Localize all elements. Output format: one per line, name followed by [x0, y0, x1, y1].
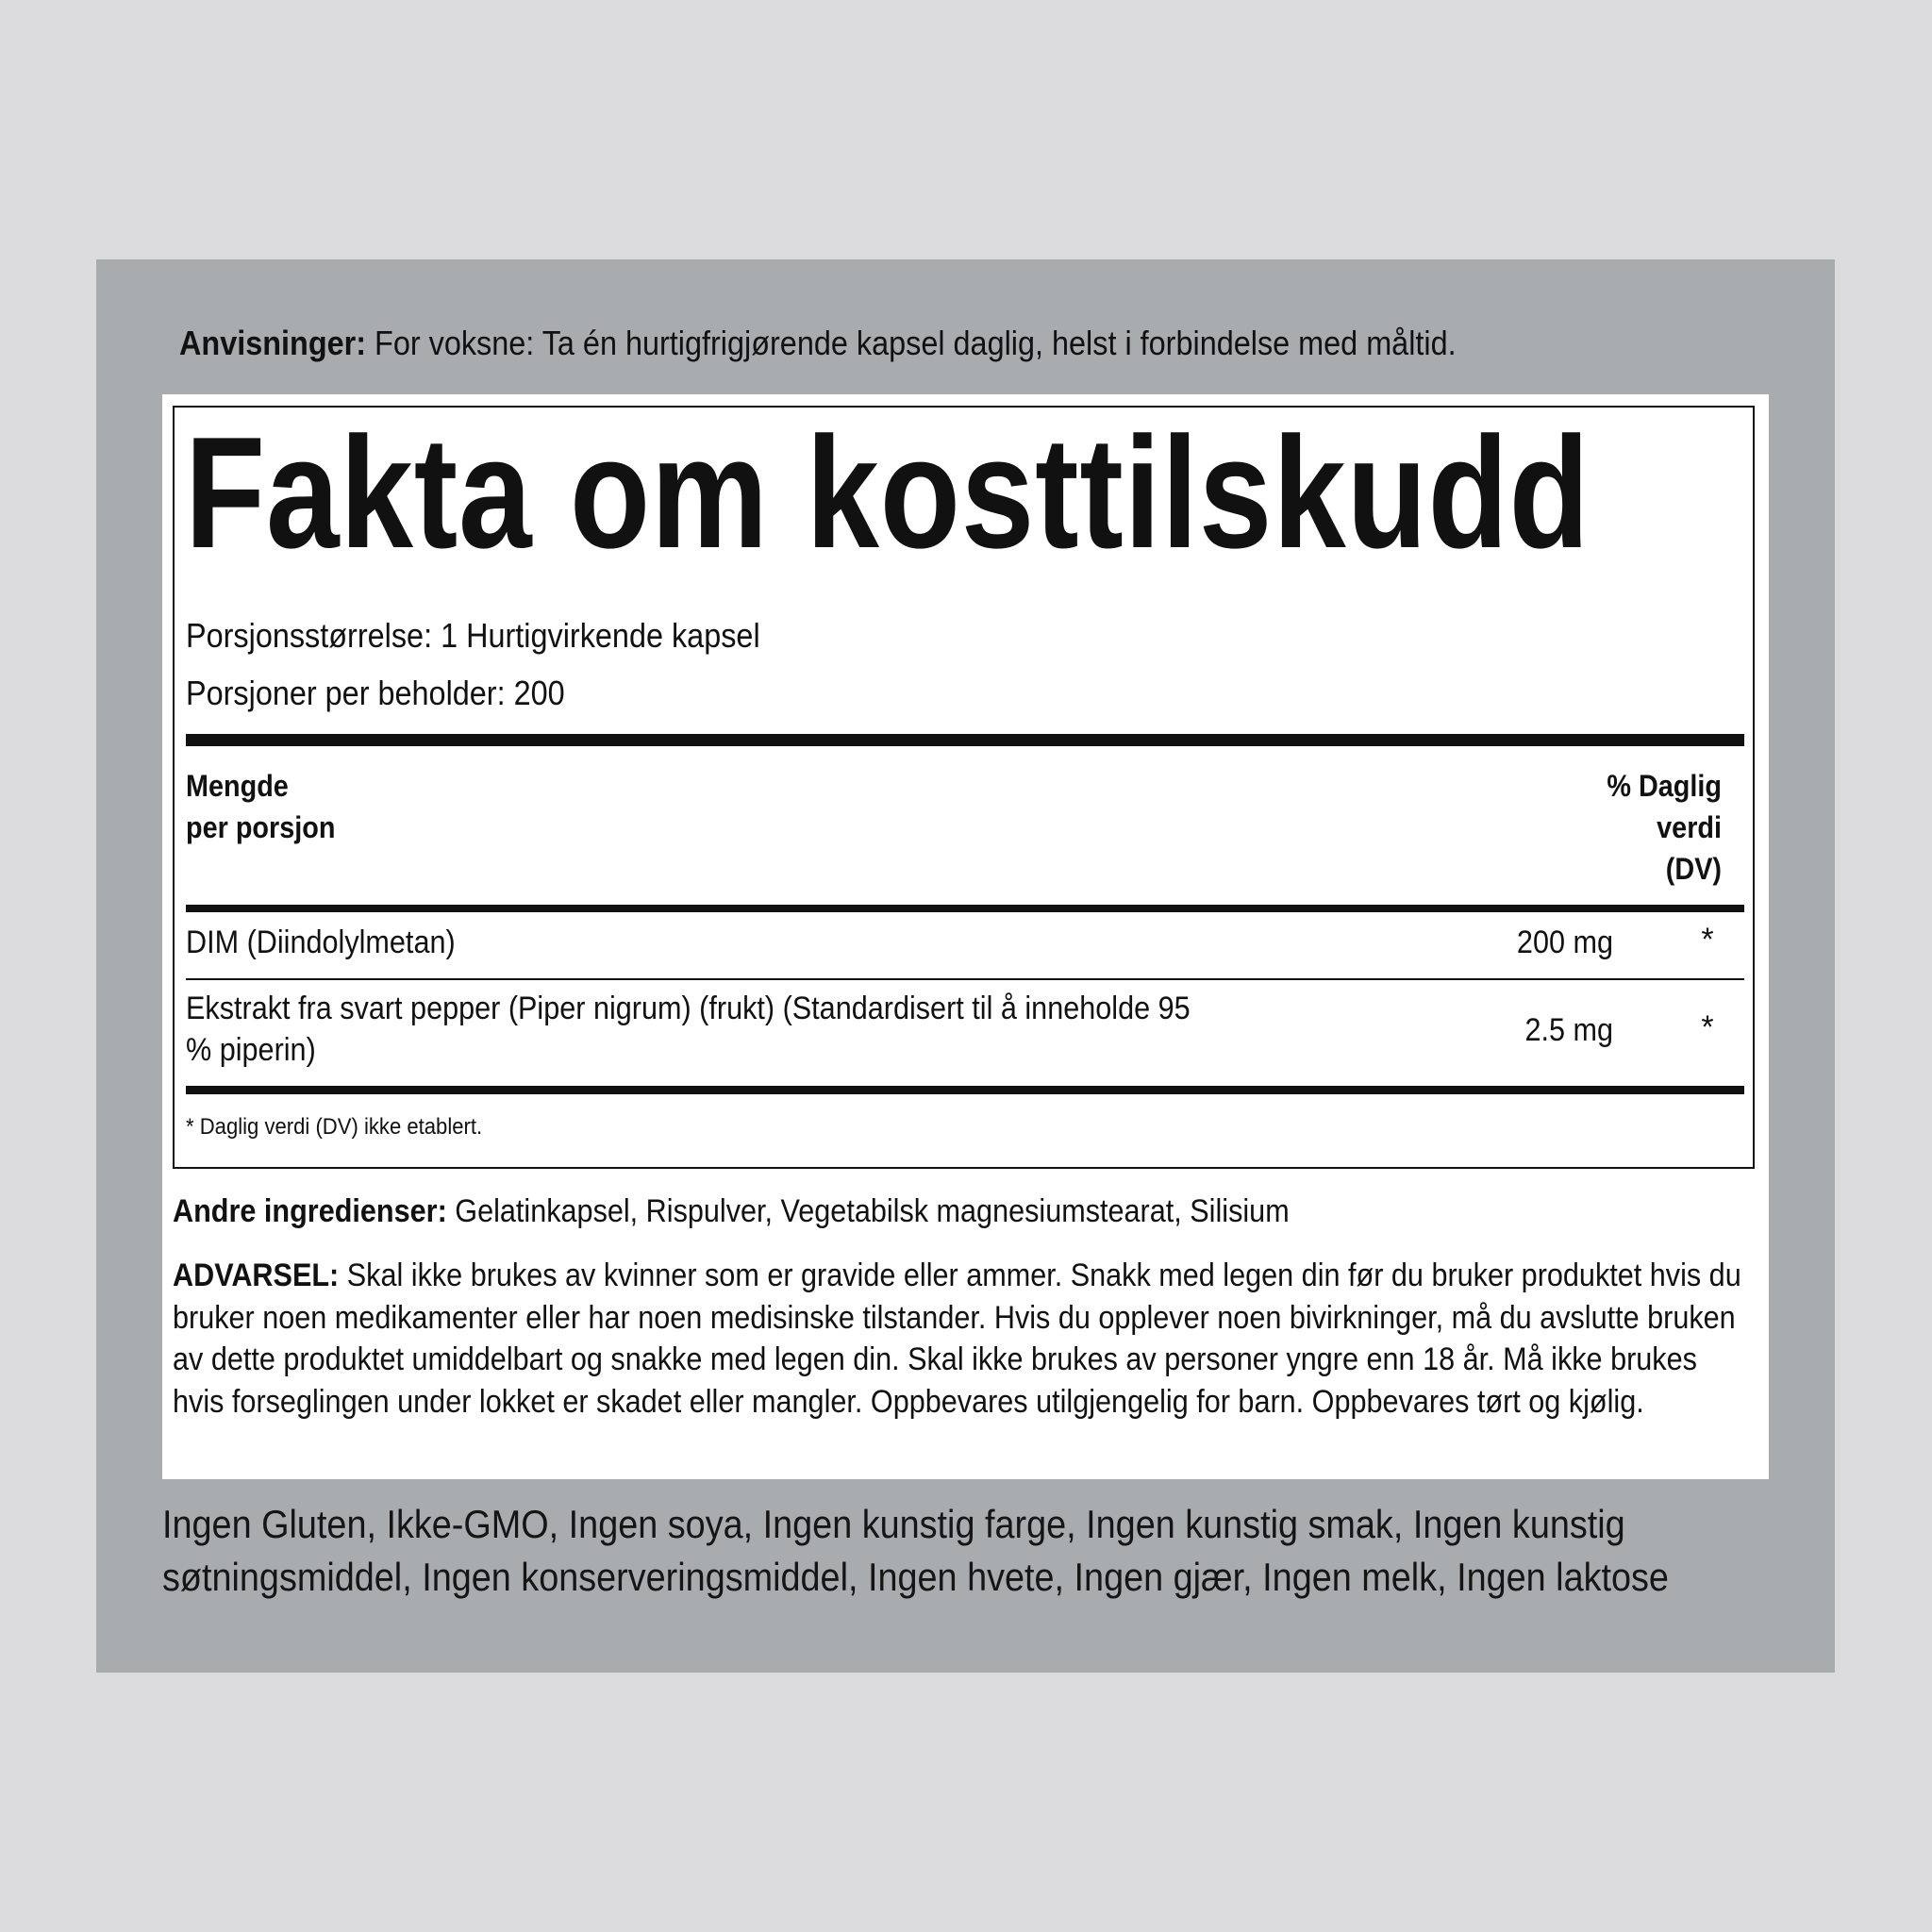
ingredient-name-dim: DIM (Diindolylmetan) [186, 924, 456, 960]
other-ingredients-text: Gelatinkapsel, Rispulver, Vegetabilsk magnesiumstearat, Silisium [446, 1193, 1290, 1229]
directions-label: Anvisninger: [179, 324, 367, 362]
daily-value-header [1446, 765, 1723, 890]
serving-size: Porsjonsstørrelse: 1 Hurtigvirkende kapsel [186, 616, 760, 655]
warning-label: ADVARSEL: [173, 1257, 340, 1293]
ingredient-dv-black-pepper: * [1701, 1009, 1714, 1045]
supplement-facts-title: Fakta om kosttilskudd [185, 404, 1591, 581]
amount-header-line-1: Mengde [186, 769, 289, 803]
thick-divider-middle [186, 905, 1744, 912]
dv-header-line-2: verdi [1657, 810, 1722, 844]
ingredient-name-line-2: % piperin) [186, 1032, 316, 1068]
thick-divider-bottom [186, 1086, 1744, 1094]
thin-row-divider [186, 978, 1744, 980]
ingredient-amount-dim: 200 mg [1516, 924, 1613, 960]
other-ingredients [173, 1191, 1290, 1232]
amount-per-serving-header [186, 765, 335, 848]
dv-header-line-3: (DV) [1665, 852, 1722, 886]
warning-body: Skal ikke brukes av kvinner som er gravide eller ammer. Snakk med legen din før du bruker produktet hvis du bruker noen medikamenter eller har noen medisinske tilstander. Hvis du opplever noen bivirkninger, må du avslutte bruken av dette produktet umiddelbart og snakke med legen din. Skal ikke brukes av personer yngre enn 18 år. Må ikke brukes hvis forseglingen under lokket er skadet eller mangler. Oppbevares utilgjengelig for barn. Oppbevares tørt og kjølig. [173, 1257, 1741, 1420]
amount-header-line-2: per porsjon [186, 810, 336, 844]
directions-text [179, 321, 1623, 366]
free-from-statement: Ingen Gluten, Ikke-GMO, Ingen soya, Ingen kunstig farge, Ingen kunstig smak, Ingen kunstig søtningsmiddel, Ingen konserveringsmiddel, Ingen hvete, Ingen gjær, Ingen melk, Ingen laktose [162, 1502, 1669, 1599]
ingredient-name-black-pepper [186, 988, 1191, 1071]
servings-per-container: Porsjoner per beholder: 200 [186, 674, 565, 712]
ingredient-name-line-1: Ekstrakt fra svart pepper (Piper nigrum) (frukt) (Standardisert til å inneholde 95 [186, 991, 1191, 1026]
warning-text [173, 1255, 1748, 1423]
ingredient-dv-dim: * [1701, 922, 1714, 958]
ingredient-amount-black-pepper: 2.5 mg [1524, 1012, 1613, 1048]
other-ingredients-label: Andre ingredienser: [173, 1193, 447, 1229]
directions-body: For voksne: Ta én hurtigfrigjørende kapsel daglig, helst i forbindelse med måltid. [366, 324, 1457, 362]
dv-header-line-1: % Daglig [1607, 769, 1722, 803]
daily-value-footnote: * Daglig verdi (DV) ikke etablert. [186, 1114, 483, 1140]
thick-divider-top [186, 734, 1744, 746]
